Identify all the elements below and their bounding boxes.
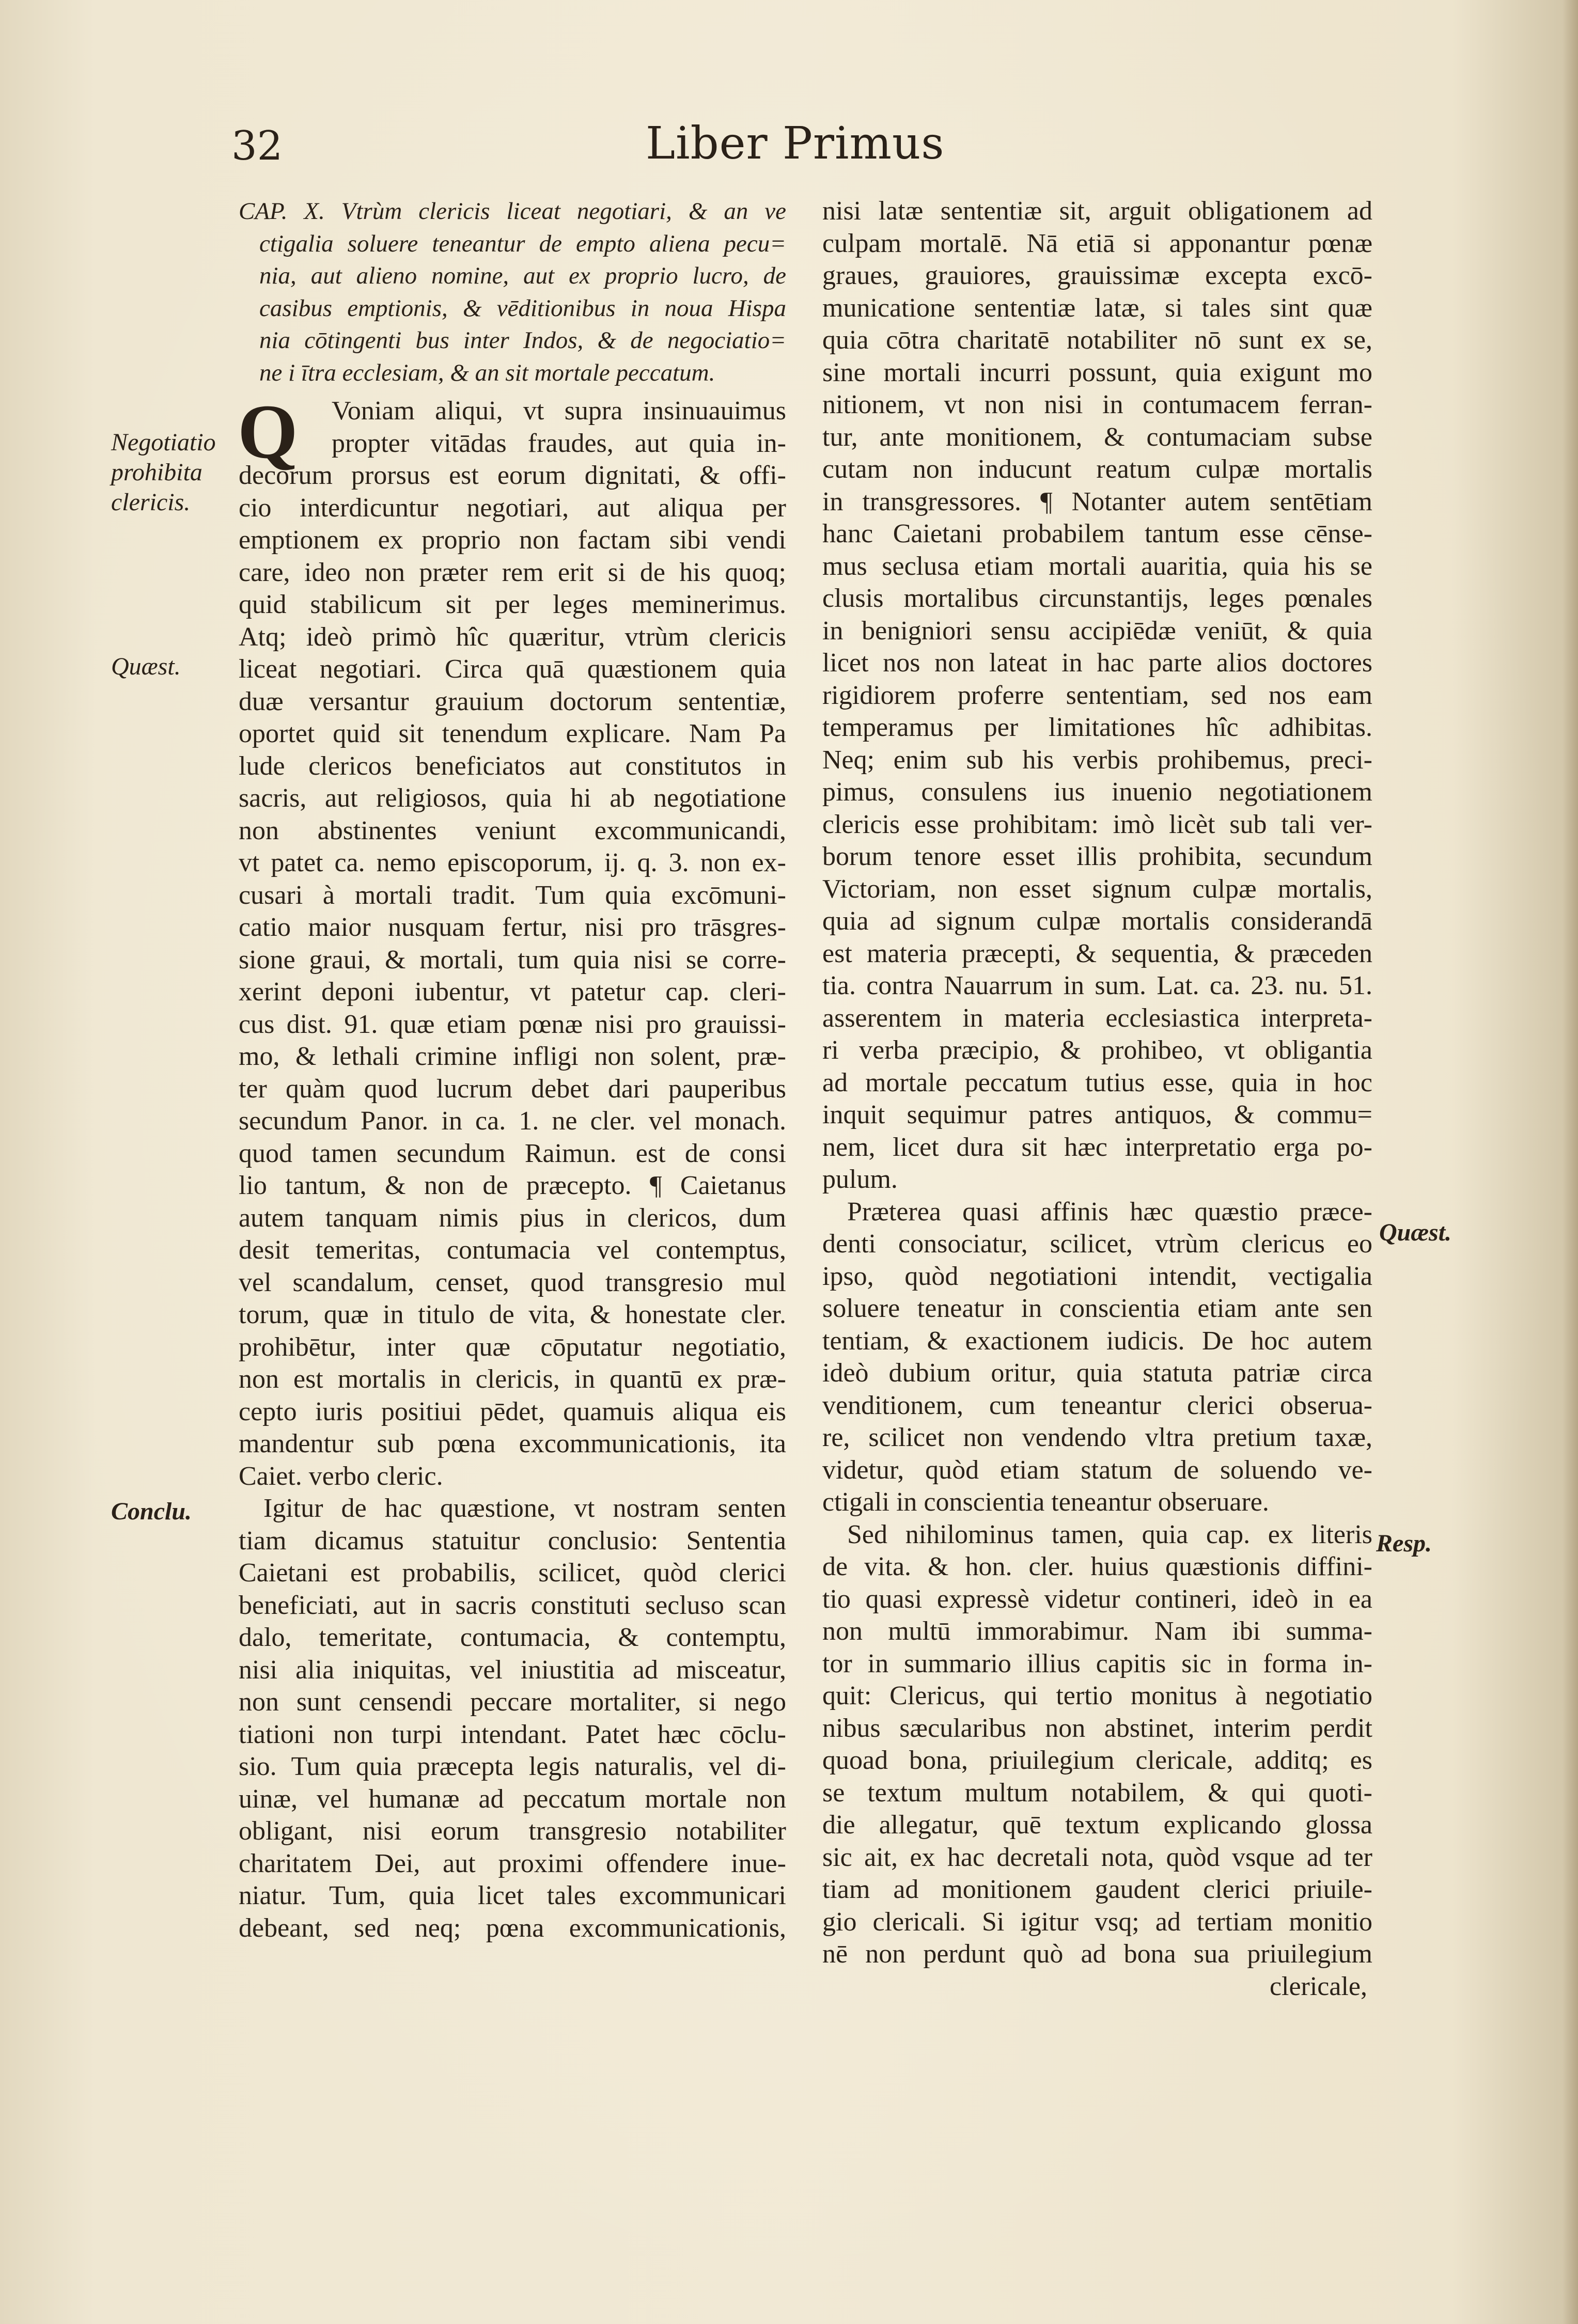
text-line: cutam non inducunt reatum culpæ mortalis	[822, 454, 1372, 484]
page-number: 32	[231, 123, 283, 169]
margin-note-line: Negotiatio	[111, 429, 216, 456]
text-line: cusari à mortali tradit. Tum quia excōmuni-	[239, 880, 786, 910]
text-line: secundum Panor. in ca. 1. ne cler. vel monach.	[239, 1106, 786, 1136]
text-line: asserentem in materia ecclesiastica interpreta-	[822, 1003, 1372, 1033]
margin-note-line: clericis.	[111, 489, 191, 516]
text-line: Caiet. verbo cleric.	[239, 1461, 443, 1491]
text-line: clericale,	[1269, 1971, 1367, 2001]
margin-note-negotiatio	[111, 428, 216, 517]
text-line: clusis mortalibus circunstantijs, leges pœnales	[822, 584, 1372, 613]
text-line: sic ait, ex hac decretali nota, quòd vsque ad ter	[822, 1842, 1372, 1872]
text-line: nibus sæcularibus non abstinet, interim perdit	[822, 1713, 1372, 1743]
text-line: licet nos non lateat in hac parte alios doctores	[822, 648, 1372, 678]
text-line: quod tamen secundum Raimun. est de consi	[239, 1138, 786, 1168]
text-line: tio quasi expressè videtur contineri, ideò in ea	[822, 1584, 1372, 1614]
right-paragraph-2	[822, 1196, 1372, 1519]
text-line: catio maior nusquam fertur, nisi pro trāsgres-	[239, 913, 786, 942]
text-line: dalo, temeritate, contumacia, & contemptu,	[239, 1623, 786, 1652]
text-line: obligant, nisi eorum transgresio notabiliter	[239, 1816, 786, 1846]
text-line: nisi latæ sententiæ sit, arguit obligationem ad	[822, 196, 1372, 226]
text-line: venditionem, cum teneantur clerici obserua-	[822, 1390, 1372, 1420]
text-line: non est mortalis in clericis, in quantū ex præ-	[239, 1364, 786, 1394]
drop-capital: Q	[238, 389, 298, 475]
page-edge-shadow	[1563, 0, 1578, 2324]
text-line: borum tenore esset illis prohibita, secundum	[822, 842, 1372, 871]
left-paragraph-1	[238, 389, 786, 1493]
right-paragraph-3	[822, 1519, 1372, 2003]
chapter-heading-line: ne i ītra ecclesiam, & an sit mortale peccatum.	[259, 359, 715, 386]
text-line: Atq; ideò primò hîc quæritur, vtrùm clericis	[239, 622, 786, 652]
margin-note-quaest-2: Quæst.	[1379, 1219, 1452, 1246]
text-line: nitionem, vt non nisi in contumacem ferran-	[822, 390, 1372, 419]
text-line: vel scandalum, censet, quod transgresio mul	[239, 1267, 786, 1297]
text-line: sio. Tum quia præcepta legis naturalis, vel di-	[239, 1752, 786, 1781]
chapter-heading-line: ctigalia soluere teneantur de empto aliena pecu=	[259, 230, 786, 257]
text-line: temperamus per limitationes hîc adhibitas.	[822, 713, 1372, 742]
margin-note-line: prohibita	[111, 459, 202, 486]
text-line: Neq; enim sub his verbis prohibemus, preci-	[822, 745, 1372, 775]
text-line: tiationi non turpi intendant. Patet hæc cōclu-	[239, 1719, 786, 1749]
text-line: gio clericali. Si igitur vsq; ad tertiam monitio	[822, 1907, 1372, 1937]
text-line: ter quàm quod lucrum debet dari pauperibus	[239, 1074, 786, 1104]
text-line: tiam ad monitionem gaudent clerici priuile-	[822, 1875, 1372, 1904]
text-line: beneficiati, aut in sacris constituti secluso scan	[239, 1590, 786, 1620]
text-line: debeant, sed neq; pœna excommunicationis,	[239, 1913, 786, 1943]
text-line: municatione sententiæ latæ, si tales sint quæ	[822, 293, 1372, 323]
chapter-heading-line: nia cōtingenti bus inter Indos, & de negociatio=	[259, 327, 786, 354]
text-line: se textum multum notabilem, & qui quoti-	[822, 1778, 1372, 1808]
text-line: tiam dicamus statuitur conclusio: Sententia	[239, 1526, 786, 1556]
text-line: quid stabilicum sit per leges meminerimus.	[239, 590, 786, 619]
margin-note-quaest-1: Quæst.	[111, 653, 181, 680]
text-line: nem, licet dura sit hæc interpretatio erga po-	[822, 1132, 1372, 1162]
text-line: quia ad signum culpæ mortalis considerandā	[822, 906, 1372, 936]
text-line: decorum prorsus est eorum dignitati, & offi-	[239, 461, 786, 490]
text-line: emptionem ex proprio non factam sibi vendi	[239, 525, 786, 555]
text-line: hanc Caietani probabilem tantum esse cēnse-	[822, 519, 1372, 548]
page-header	[0, 118, 1578, 185]
text-line: duæ versantur grauium doctorum sententiæ,	[239, 686, 786, 716]
text-line: lio tantum, & non de præcepto. ¶ Caietanus	[239, 1171, 786, 1200]
right-column	[822, 195, 1372, 2003]
text-line: tur, ante monitionem, & contumaciam subse	[822, 422, 1372, 452]
text-line: quoad bona, priuilegium clericale, additq; es	[822, 1746, 1372, 1775]
chapter-heading-line: nia, aut alieno nomine, aut ex proprio lucro, de	[259, 262, 786, 289]
text-line: Victoriam, non esset signum culpæ mortalis,	[822, 874, 1372, 904]
margin-note-conclu: Conclu.	[111, 1498, 192, 1525]
text-line: propter vitādas fraudes, aut quia in-	[332, 428, 786, 458]
text-line: charitatem Dei, aut proximi offendere inue-	[239, 1848, 786, 1878]
text-line: uinæ, vel humanæ ad peccatum mortale non	[239, 1784, 786, 1814]
text-line: est materia præcepti, & sequentia, & præceden	[822, 938, 1372, 968]
left-column	[239, 195, 786, 1944]
text-line: in benigniori sensu accipiēdæ veniūt, & quia	[822, 616, 1372, 646]
text-line: desit temeritas, contumacia vel contemptus,	[239, 1235, 786, 1265]
text-line: graues, grauiores, grauissimæ excepta excō-	[822, 261, 1372, 290]
text-line: pimus, consulens ius inuenio negotiationem	[822, 777, 1372, 807]
text-line: care, ideo non præter rem erit si de his quoq;	[239, 557, 786, 587]
text-line: sione graui, & mortali, tum quia nisi se corre-	[239, 945, 786, 975]
text-line: de vita. & hon. cler. huius quæstionis diffini-	[822, 1552, 1372, 1581]
text-line: non sunt censendi peccare mortaliter, si nego	[239, 1687, 786, 1717]
text-line: quia cōtra charitatē notabiliter nō sunt ex se,	[822, 325, 1372, 355]
text-line: quit: Clericus, qui tertio monitus à negotiatio	[822, 1681, 1372, 1710]
text-line: vt patet ca. nemo episcoporum, ij. q. 3. non ex-	[239, 848, 786, 877]
text-line: culpam mortalē. Nā etiā si apponantur pœnæ	[822, 228, 1372, 258]
text-line: ri verba præcipio, & prohibeo, vt obligantia	[822, 1035, 1372, 1065]
text-line: sine mortali incurri possunt, quia exigunt mo	[822, 357, 1372, 387]
text-line: Igitur de hac quæstione, vt nostram senten	[263, 1494, 786, 1523]
text-line: tentiam, & exactionem iudicis. De hoc autem	[822, 1326, 1372, 1356]
text-line: nē non perdunt quò ad bona sua priuilegium	[822, 1939, 1372, 1969]
text-line: oportet quid sit tenendum explicare. Nam Pa	[239, 719, 786, 748]
text-line: xerint deponi iubentur, vt patetur cap. cleri-	[239, 977, 786, 1007]
text-line: non multū immorabimur. Nam ibi summa-	[822, 1616, 1372, 1646]
chapter-heading-line: CAP. X. Vtrùm clericis liceat negotiari, & an ve	[239, 198, 786, 225]
running-title: Liber Primus	[646, 118, 945, 169]
text-line: ipso, quòd negotiationi intendit, vectigalia	[822, 1261, 1372, 1291]
text-line: non abstinentes veniunt excommunicandi,	[239, 815, 786, 845]
text-line: mo, & lethali crimine infligi non solent, præ-	[239, 1042, 786, 1071]
text-line: Præterea quasi affinis hæc quæstio præce-	[847, 1197, 1372, 1227]
chapter-heading-line: casibus emptionis, & vēditionibus in noua Hispa	[259, 294, 786, 322]
text-line: soluere teneatur in conscientia etiam ante sen	[822, 1294, 1372, 1323]
text-line: Voniam aliqui, vt supra insinuauimus	[332, 396, 786, 426]
margin-note-resp: Resp.	[1376, 1530, 1432, 1557]
text-line: tia. contra Nauarrum in sum. Lat. ca. 23. nu. 51.	[822, 971, 1372, 1000]
text-line: in transgressores. ¶ Notanter autem sentētiam	[822, 486, 1372, 516]
left-paragraph-2	[239, 1493, 786, 1944]
right-paragraph-1	[822, 195, 1372, 1196]
text-line: nisi alia iniquitas, vel iniustitia ad misceatur,	[239, 1655, 786, 1685]
text-line: rigidiorem proferre sententiam, sed nos eam	[822, 680, 1372, 710]
text-line: re, scilicet non vendendo vltra pretium taxæ,	[822, 1423, 1372, 1452]
text-line: Caietani est probabilis, scilicet, quòd clerici	[239, 1558, 786, 1588]
text-line: clericis esse prohibitam: imò licèt sub tali ver-	[822, 809, 1372, 839]
text-line: cus dist. 91. quæ etiam pœnæ nisi pro grauissi-	[239, 1009, 786, 1039]
text-line: lude clericos beneficiatos aut constitutos in	[239, 751, 786, 781]
text-line: niatur. Tum, quia licet tales excommunicari	[239, 1881, 786, 1910]
text-line: denti consociatur, scilicet, vtrùm clericus eo	[822, 1229, 1372, 1259]
text-line: autem tanquam nimis pius in clericos, dum	[239, 1203, 786, 1233]
text-line: videtur, quòd etiam statum de soluendo ve-	[822, 1455, 1372, 1485]
text-line: mandentur sub pœna excommunicationis, ita	[239, 1429, 786, 1458]
text-line: tor in summario illius capitis sic in forma in-	[822, 1648, 1372, 1678]
text-line: Sed nihilominus tamen, quia cap. ex literis	[847, 1519, 1372, 1549]
text-line: cepto iuris positiui pēdet, quamuis aliqua eis	[239, 1396, 786, 1426]
text-line: ideò dubium oritur, quia statuta patriæ circa	[822, 1358, 1372, 1388]
text-line: liceat negotiari. Circa quā quæstionem quia	[239, 654, 786, 684]
text-line: mus seclusa etiam mortali auaritia, quia his se	[822, 551, 1372, 581]
text-line: torum, quæ in titulo de vita, & honestate cler.	[239, 1300, 786, 1329]
text-line: ad mortale peccatum tutius esse, quia in hoc	[822, 1067, 1372, 1097]
text-line: ctigali in conscientia teneantur obseruare.	[822, 1487, 1269, 1517]
text-line: die allegatur, quē textum explicando glossa	[822, 1810, 1372, 1840]
text-line: prohibētur, inter quæ cōputatur negotiatio,	[239, 1332, 786, 1362]
chapter-heading	[239, 195, 786, 389]
text-line: inquit sequimur patres antiquos, & commu=	[822, 1100, 1372, 1129]
text-line: pulum.	[822, 1165, 898, 1194]
text-line: sacris, aut religiosos, quia hi ab negotiatione	[239, 783, 786, 813]
text-line: cio interdicuntur negotiari, aut aliqua per	[239, 493, 786, 523]
